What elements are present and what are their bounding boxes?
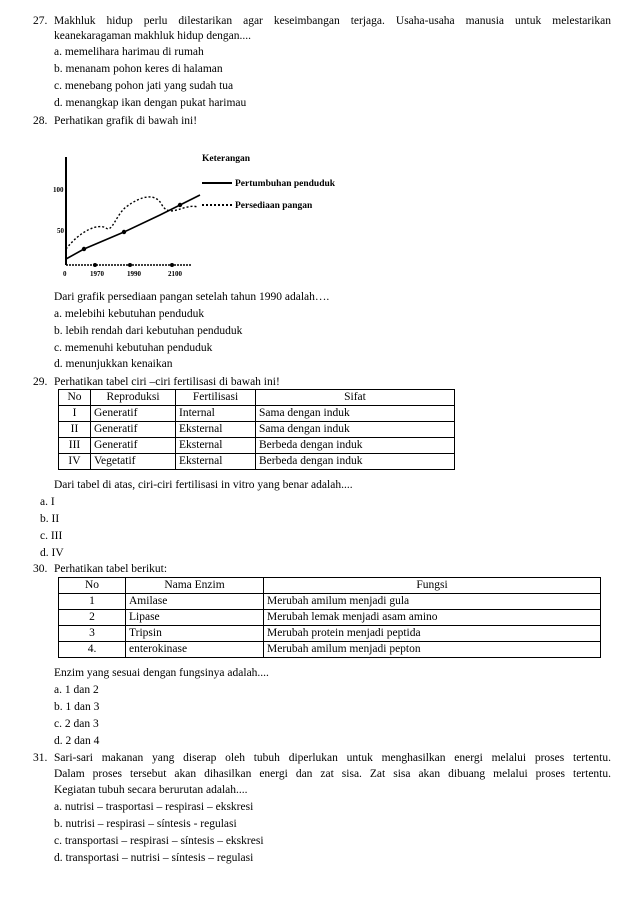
table-cell: 1	[59, 594, 126, 610]
option-b[interactable]: b. lebih rendah dari kebutuhan penduduk	[54, 325, 243, 337]
table-cell: 3	[59, 626, 126, 642]
x-tick-0: 0	[63, 270, 67, 278]
question-number: 27.	[33, 15, 48, 27]
option-d[interactable]: d. transportasi – nutrisi – síntesis – regulasi	[54, 852, 254, 864]
question-number: 30.	[33, 563, 48, 575]
question-text-line: Kegiatan tubuh secara berurutan adalah....	[54, 784, 248, 796]
table-cell: Berbeda dengan induk	[256, 438, 455, 454]
table-cell: Berbeda dengan induk	[256, 454, 455, 470]
table-row	[59, 454, 455, 470]
header-cell: Fertilisasi	[176, 390, 256, 406]
table-header-row	[59, 390, 455, 406]
option-a[interactable]: a. 1 dan 2	[54, 684, 99, 696]
table-cell: enterokinase	[126, 642, 264, 658]
question-number: 28.	[33, 115, 48, 127]
x-tick-2100: 2100	[168, 270, 182, 278]
table-cell: Merubah lemak menjadi asam amino	[264, 610, 601, 626]
question-text: Dari tabel di atas, ciri-ciri fertilisasi in vitro yang benar adalah....	[54, 479, 353, 491]
option-c[interactable]: c. III	[40, 530, 63, 542]
table-row	[59, 422, 455, 438]
header-cell: Nama Enzim	[126, 578, 264, 594]
question-text: Dari grafik persediaan pangan setelah tahun 1990 adalah….	[54, 291, 330, 303]
option-c[interactable]: c. menebang pohon jati yang sudah tua	[54, 80, 234, 92]
table-row	[59, 610, 601, 626]
table-cell: IV	[59, 454, 91, 470]
question-text-line: Dalam proses tersebut akan dihasilkan energi dan zat sisa. Zat sisa akan dibuang melalui proses tertentu.	[54, 768, 611, 780]
option-c[interactable]: c. memenuhi kebutuhan penduduk	[54, 342, 213, 354]
option-b[interactable]: b. 1 dan 3	[54, 701, 100, 713]
table-cell: Vegetatif	[91, 454, 176, 470]
option-b[interactable]: b. II	[40, 513, 60, 525]
table-cell: Lipase	[126, 610, 264, 626]
option-d[interactable]: d. menunjukkan kenaikan	[54, 358, 173, 370]
header-cell: No	[59, 578, 126, 594]
table-header-row	[59, 578, 601, 594]
enzyme-table	[58, 577, 601, 658]
option-d[interactable]: d. menangkap ikan dengan pukat harimau	[54, 97, 247, 109]
table-cell: 4.	[59, 642, 126, 658]
table-row	[59, 406, 455, 422]
question-stem: Perhatikan tabel ciri –ciri fertilisasi di bawah ini!	[54, 376, 280, 388]
option-a[interactable]: a. nutrisi – trasportasi – respirasi – ekskresi	[54, 801, 254, 813]
table-cell: Generatif	[91, 406, 176, 422]
question-text: Enzim yang sesuai dengan fungsinya adalah....	[54, 667, 269, 679]
header-cell: Reproduksi	[91, 390, 176, 406]
table-row	[59, 594, 601, 610]
data-point	[82, 247, 86, 251]
option-a[interactable]: a. memelihara harimau di rumah	[54, 46, 204, 58]
table-cell: Eksternal	[176, 438, 256, 454]
legend-entry-persediaan-pangan: Persediaan pangan	[235, 201, 313, 211]
option-d[interactable]: d. IV	[40, 547, 64, 559]
header-cell: Fungsi	[264, 578, 601, 594]
x-tick-1990: 1990	[127, 270, 141, 278]
population-food-chart	[50, 145, 360, 285]
option-b[interactable]: b. menanam pohon keres di halaman	[54, 63, 223, 75]
question-number: 31.	[33, 752, 48, 764]
fertilization-table	[58, 389, 455, 470]
table-cell: 2	[59, 610, 126, 626]
legend-entry-pertumbuhan-penduduk: Pertumbuhan penduduk	[235, 179, 336, 189]
table-cell: Sama dengan induk	[256, 406, 455, 422]
table-cell: Amilase	[126, 594, 264, 610]
table-row	[59, 642, 601, 658]
table-cell: Tripsin	[126, 626, 264, 642]
table-cell: Generatif	[91, 422, 176, 438]
x-tick-1970: 1970	[90, 270, 104, 278]
option-b[interactable]: b. nutrisi – respirasi – síntesis - regulasi	[54, 818, 237, 830]
table-cell: I	[59, 406, 91, 422]
table-cell: II	[59, 422, 91, 438]
table-cell: Eksternal	[176, 454, 256, 470]
table-cell: Merubah amilum menjadi pepton	[264, 642, 601, 658]
table-cell: Sama dengan induk	[256, 422, 455, 438]
option-d[interactable]: d. 2 dan 4	[54, 735, 100, 747]
table-cell: Generatif	[91, 438, 176, 454]
table-cell: Merubah protein menjadi peptida	[264, 626, 601, 642]
question-number: 29.	[33, 376, 48, 388]
data-point	[122, 230, 126, 234]
table-cell: Eksternal	[176, 422, 256, 438]
table-row	[59, 438, 455, 454]
option-c[interactable]: c. 2 dan 3	[54, 718, 99, 730]
x-tick-mark	[128, 263, 132, 267]
header-cell: Sifat	[256, 390, 455, 406]
x-tick-mark	[93, 263, 97, 267]
option-a[interactable]: a. melebihi kebutuhan penduduk	[54, 308, 205, 320]
table-cell: III	[59, 438, 91, 454]
table-row	[59, 626, 601, 642]
question-stem: Perhatikan grafik di bawah ini!	[54, 115, 198, 127]
table-cell: Internal	[176, 406, 256, 422]
option-c[interactable]: c. transportasi – respirasi – síntesis – ekskresi	[54, 835, 264, 847]
legend-title: Keterangan	[202, 154, 251, 164]
y-tick-50: 50	[57, 227, 64, 235]
y-tick-100: 100	[53, 186, 64, 194]
question-text-line: keanekaragaman makhluk hidup dengan....	[54, 30, 252, 42]
question-text-line: Makhluk hidup perlu dilestarikan agar keseimbangan terjaga. Usaha-usaha manusia untuk melestarikan	[54, 15, 611, 27]
question-stem: Perhatikan tabel berikut:	[54, 563, 168, 575]
table-cell: Merubah amilum menjadi gula	[264, 594, 601, 610]
data-point	[178, 203, 182, 207]
option-a[interactable]: a. I	[40, 496, 55, 508]
x-tick-mark	[170, 263, 174, 267]
question-text-line: Sari-sari makanan yang diserap oleh tubuh diperlukan untuk menghasilkan energi melalui proses tertentu.	[54, 752, 611, 764]
header-cell: No	[59, 390, 91, 406]
